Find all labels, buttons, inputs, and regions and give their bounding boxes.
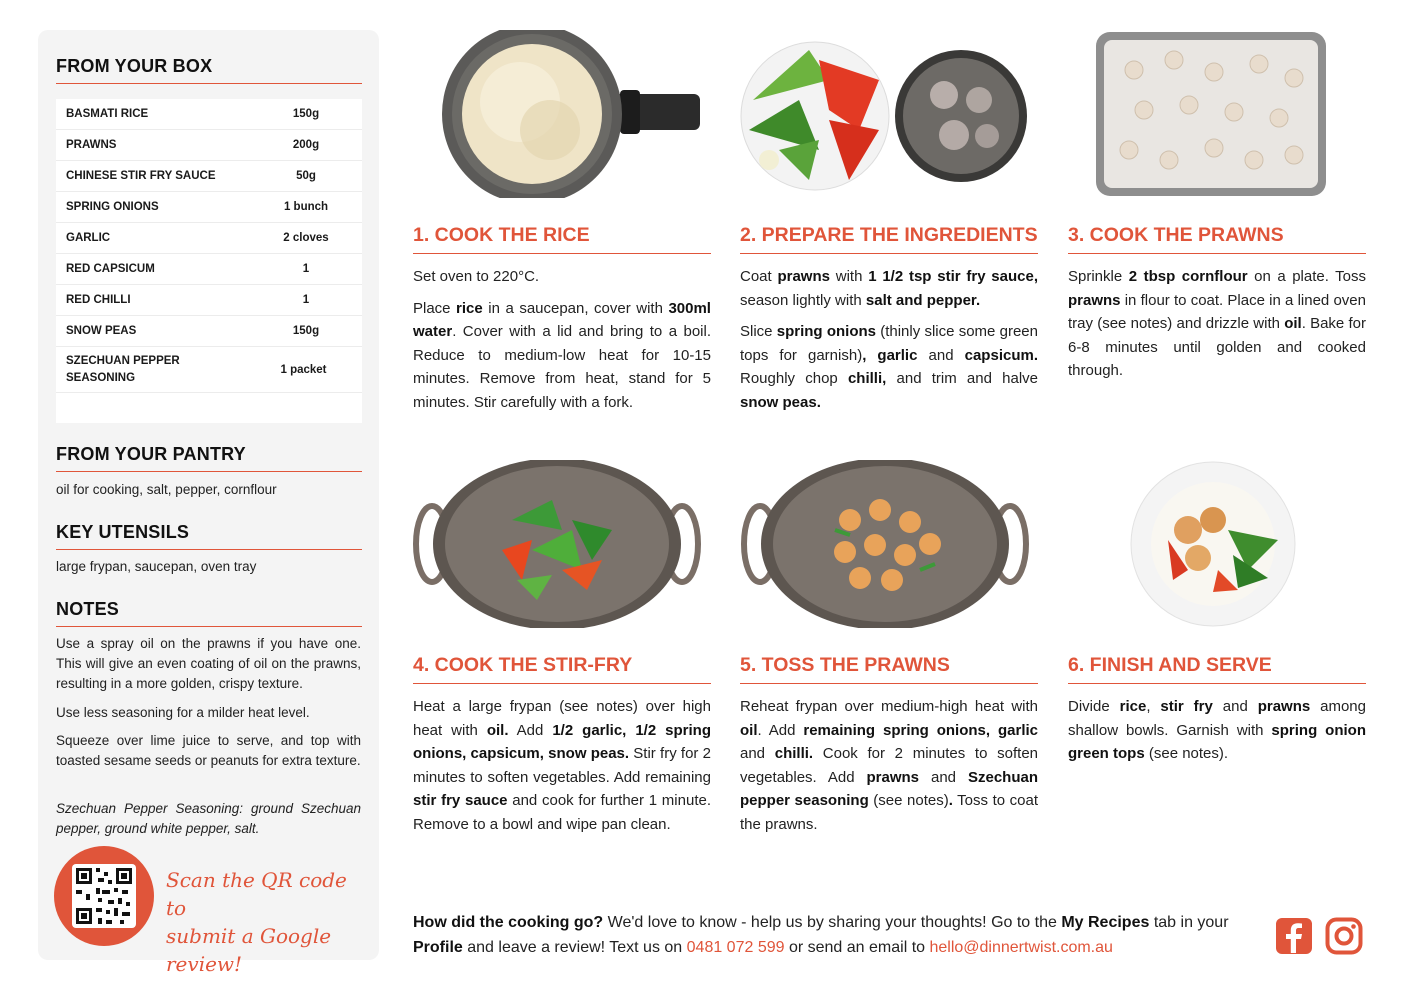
- step-4-body: [413, 695, 711, 844]
- ingredient-qty: 200g: [292, 139, 320, 151]
- note-item: Szechuan Pepper Seasoning: ground Szechuan pepper, ground white pepper, salt.: [56, 801, 361, 836]
- qr-text-line: submit a Google review!: [166, 924, 332, 976]
- from-your-pantry-heading: FROM YOUR PANTRY: [56, 444, 362, 472]
- rice-saucepan-photo: [440, 30, 702, 198]
- box-ingredients-table: [56, 99, 362, 423]
- utensils-text: large frypan, saucepan, oven tray: [56, 559, 257, 574]
- ingredient-qty: 150g: [292, 325, 320, 337]
- table-row: [56, 99, 362, 130]
- step-1-body: [413, 265, 711, 422]
- ingredient-name: GARLIC: [66, 231, 111, 244]
- ingredients-photo: [739, 40, 1031, 192]
- step-2-body: [740, 265, 1038, 422]
- step-4-title: 4. COOK THE STIR-FRY: [413, 654, 711, 684]
- note-item: Squeeze over lime juice to serve, and top with toasted sesame seeds or peanuts for extra texture.: [56, 733, 361, 768]
- note-item: Use a spray oil on the prawns if you have one. This will give an even coating of oil on the prawns, resulting in a more golden, crispy texture.: [56, 636, 361, 691]
- table-row: [56, 316, 362, 347]
- table-row: [56, 223, 362, 254]
- step-paragraph: Coat prawns with 1 1/2 tsp stir fry sauce, season lightly with salt and pepper.: [740, 268, 1039, 309]
- ingredient-name: SNOW PEAS: [66, 324, 137, 337]
- notes-heading: NOTES: [56, 599, 362, 627]
- step-paragraph: Slice spring onions (thinly slice some green tops for garnish), garlic and capsicum. Roughly chop chilli, and trim and halve snow peas.: [740, 323, 1039, 411]
- contact-link[interactable]: hello@dinnertwist.com.au: [929, 939, 1113, 956]
- ingredient-qty: 50g: [296, 170, 316, 182]
- ingredient-name: BASMATI RICE: [66, 107, 149, 120]
- table-row: [56, 192, 362, 223]
- step-paragraph: Divide rice, stir fry and prawns among shallow bowls. Garnish with spring onion green tops (see notes).: [1068, 698, 1366, 762]
- table-row: [56, 161, 362, 192]
- finished-dish-photo: [1128, 460, 1298, 628]
- step-paragraph: Sprinkle 2 tbsp cornflour on a plate. Toss prawns in flour to coat. Place in a lined oven tray (see notes) and drizzle with oil. Bake for 6-8 minutes until golden and cooked through.: [1068, 268, 1367, 379]
- qr-badge[interactable]: [54, 846, 154, 946]
- ingredient-qty: 1: [302, 263, 310, 275]
- facebook-icon[interactable]: [1275, 917, 1313, 955]
- step-1-title: 1. COOK THE RICE: [413, 224, 711, 254]
- ingredient-qty: 1 packet: [280, 363, 327, 376]
- qr-text-line: Scan the QR code to: [166, 868, 347, 920]
- step-paragraph: Set oven to 220°C.: [413, 268, 540, 285]
- ingredient-qty: 150g: [292, 108, 320, 120]
- qr-review-prompt: [166, 866, 366, 978]
- step-paragraph: Heat a large frypan (see notes) over high heat with oil. Add 1/2 garlic, 1/2 spring onions, capsicum, snow peas. Stir fry for 2 minutes to soften vegetables. Add remaining stir fry sauce and cook for further 1 minute. Remove to a bowl and wipe pan clean.: [413, 698, 711, 833]
- ingredient-name: RED CHILLI: [66, 293, 131, 306]
- ingredient-name: SPRING ONIONS: [66, 200, 159, 213]
- ingredient-qty: 1: [302, 294, 310, 306]
- from-your-box-heading: FROM YOUR BOX: [56, 56, 362, 84]
- table-row: [56, 254, 362, 285]
- ingredient-qty: 2 cloves: [283, 232, 329, 244]
- step-2-title: 2. PREPARE THE INGREDIENTS: [740, 224, 1038, 254]
- step-5-body: [740, 695, 1038, 844]
- oven-tray-photo: [1094, 30, 1328, 198]
- step-6-title: 6. FINISH AND SERVE: [1068, 654, 1366, 684]
- ingredient-qty: 1 bunch: [283, 201, 329, 213]
- table-row: [56, 347, 362, 393]
- ingredients-sidebar: [38, 30, 379, 976]
- qr-code-icon[interactable]: [72, 864, 136, 928]
- step-3-title: 3. COOK THE PRAWNS: [1068, 224, 1366, 254]
- step-5-title: 5. TOSS THE PRAWNS: [740, 654, 1038, 684]
- pantry-text: oil for cooking, salt, pepper, cornflour: [56, 482, 277, 497]
- ingredient-name: PRAWNS: [66, 138, 117, 151]
- ingredient-name: SZECHUAN PEPPER SEASONING: [66, 354, 180, 384]
- step-3-body: [1068, 265, 1366, 391]
- instagram-icon[interactable]: [1325, 917, 1363, 955]
- note-item: Use less seasoning for a milder heat level.: [56, 705, 310, 720]
- table-row: [56, 130, 362, 161]
- ingredient-name: RED CAPSICUM: [66, 262, 155, 275]
- ingredient-name: CHINESE STIR FRY SAUCE: [66, 169, 216, 182]
- contact-link[interactable]: 0481 072 599: [686, 939, 785, 956]
- key-utensils-heading: KEY UTENSILS: [56, 522, 362, 550]
- step-paragraph: Reheat frypan over medium-high heat with oil. Add remaining spring onions, garlic and chilli. Cook for 2 minutes to soften vegetables. Add prawns and Szechuan pepper seasoning (see notes). Toss to coat the prawns.: [740, 698, 1039, 833]
- step-6-body: [1068, 695, 1366, 774]
- stirfry-wok-photo: [412, 460, 702, 628]
- table-row: [56, 285, 362, 316]
- step-paragraph: Place rice in a saucepan, cover with 300ml water. Cover with a lid and bring to a boil. Reduce to medium-low heat for 10-15 minutes. Remove from heat, stand for 5 minutes. Stir carefully with a fork.: [413, 299, 711, 411]
- prawns-wok-photo: [740, 460, 1030, 628]
- review-footer: How did the cooking go? We'd love to know - help us by sharing your thoughts! Go to the My Recipes tab in your Profile and leave a review! Text us on 0481 072 599 or send an email to hello@dinnertwist.com.au: [413, 914, 1229, 956]
